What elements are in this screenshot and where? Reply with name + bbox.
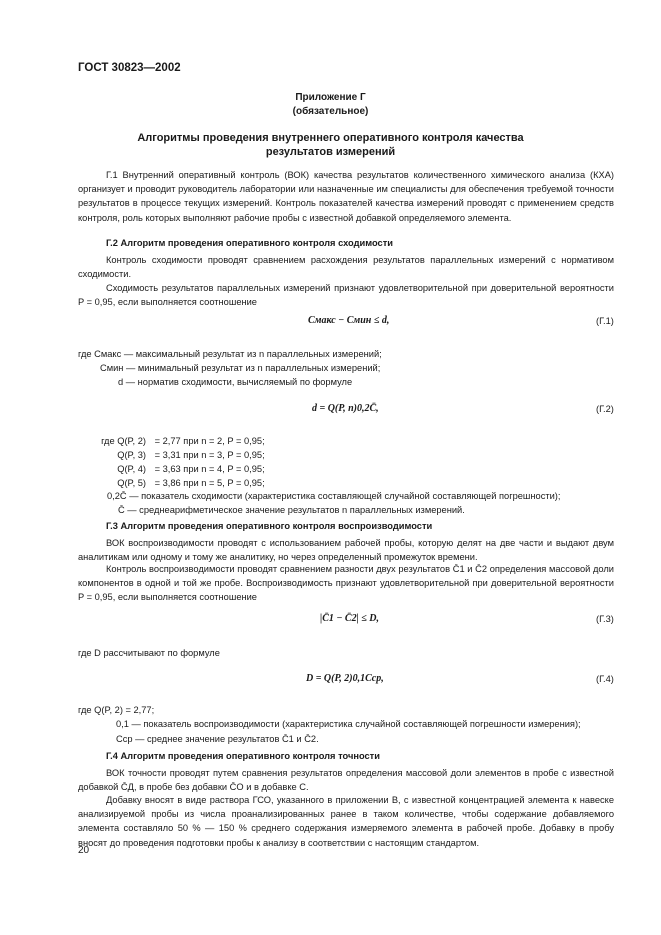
q-value-row: где Q(P, 2) = 2,77 при n = 2, P = 0,95;: [101, 436, 265, 446]
equation-number-g4: (Г.4): [596, 674, 614, 684]
paragraph-g4-1: ВОК точности проводят путем сравнения результатов определения массовой доли элементов в пробе с известной добавкой C̄Д, в пробе без добавки C̄О и в добавке C.: [78, 768, 614, 793]
equation-number-g3: (Г.3): [596, 614, 614, 624]
paragraph-g4-2: Добавку вносят в виде раствора ГСО, указанного в приложении В, с известной концентрацией элемента к навеске анализируемой пробы из числа проанализированных ранее в таком количестве, чтобы содержание добавляемого элемента составляло 50 % — 150 % среднего содержания измеряемого элемента в рабочей пробе. Добавку в пробу вносят до проведения подготовки пробы к анализу в соответствии с настоящим стандартом.: [78, 795, 614, 848]
annex-title-line1: Алгоритмы проведения внутреннего оперативного контроля качества: [137, 132, 524, 144]
q-value-row: Q(P, 3) = 3,31 при n = 3, P = 0,95;: [117, 450, 265, 460]
equation-number-g2: (Г.2): [596, 404, 614, 414]
q-value-reproducibility: где Q(P, 2) = 2,77;: [78, 705, 155, 715]
page-number: 20: [78, 845, 90, 856]
paragraph-g1: Г.1 Внутренний оперативный контроль (ВОК) качества результатов количественного химического анализа (КХА) организует и проводит руководитель лаборатории или назначенные им специалисты для обеспечения требуемой точности результатов в процессе текущих измерений. Контроль показателей качества измерений проводят с применением средств контроля, роль которых выполняют рабочие пробы с известной добавкой определяемого элемента.: [78, 170, 614, 223]
annex-label: Приложение Г: [295, 92, 366, 103]
equation-g3: |C̄1 − C̄2| ≤ D,: [320, 613, 380, 624]
annex-title: [0, 131, 661, 159]
paragraph-g3-2: Контроль воспроизводимости проводят сравнением разности двух результатов C̄1 и C̄2 определения массовой доли компонентов в одной и той же пробе. Воспроизводимость признают удовлетворительной при доверительной вероятности P = 0,95, если выполняется соотношение: [78, 564, 614, 603]
where-line-d: d — норматив сходимости, вычисляемый по формуле: [118, 377, 353, 387]
where-line-cmax: где Cмакс — максимальный результат из n параллельных измерений;: [78, 349, 382, 359]
definition-mean-value: C̄ — среднеарифметическое значение результатов n параллельных измерений.: [118, 505, 465, 515]
where-line-cmin: Cмин — минимальный результат из n параллельных измерений;: [100, 363, 381, 373]
paragraph-g2-2: Сходимость результатов параллельных измерений признают удовлетворительной при доверительной вероятности P = 0,95, если выполняется соотношение: [78, 283, 614, 308]
section-heading-g3: Г.3 Алгоритм проведения оперативного контроля воспроизводимости: [106, 521, 433, 531]
section-heading-g4: Г.4 Алгоритм проведения оперативного контроля точности: [106, 751, 380, 761]
annex-status: (обязательное): [292, 106, 369, 117]
equation-g1: Cмакс − Cмин ≤ d,: [308, 315, 390, 326]
equation-g2: d = Q(P, n)0,2C̄,: [312, 403, 379, 414]
q-value-row: Q(P, 4) = 3,63 при n = 4, P = 0,95;: [117, 464, 265, 474]
definition-repeatability-index: 0,2C̄ — показатель сходимости (характеристика составляющей случайной составляющей погрешности);: [107, 491, 561, 501]
paragraph-g2-1: Контроль сходимости проводят сравнением расхождения результатов параллельных измерений с нормативом сходимости.: [78, 255, 614, 280]
paragraph-g3-1: ВОК воспроизводимости проводят с использованием рабочей пробы, которую делят на две части и выдают двум аналитикам или одному и тому же аналитику, но через определенный промежуток времени.: [78, 538, 614, 563]
definition-reproducibility-index: 0,1 — показатель воспроизводимости (характеристика случайной составляющей погрешности измерения);: [116, 719, 581, 729]
standard-header: ГОСТ 30823—2002: [78, 62, 181, 74]
equation-number-g1: (Г.1): [596, 316, 614, 326]
q-value-row: Q(P, 5) = 3,86 при n = 5, P = 0,95;: [117, 478, 265, 488]
where-line-d-formula: где D рассчитывают по формуле: [78, 648, 220, 658]
equation-g4: D = Q(P, 2)0,1Cср,: [306, 673, 384, 684]
annex-title-line2: результатов измерений: [265, 146, 396, 158]
definition-mean-result: Cср — среднее значение результатов C̄1 и C̄2.: [116, 734, 319, 744]
section-heading-g2: Г.2 Алгоритм проведения оперативного контроля сходимости: [106, 238, 393, 248]
